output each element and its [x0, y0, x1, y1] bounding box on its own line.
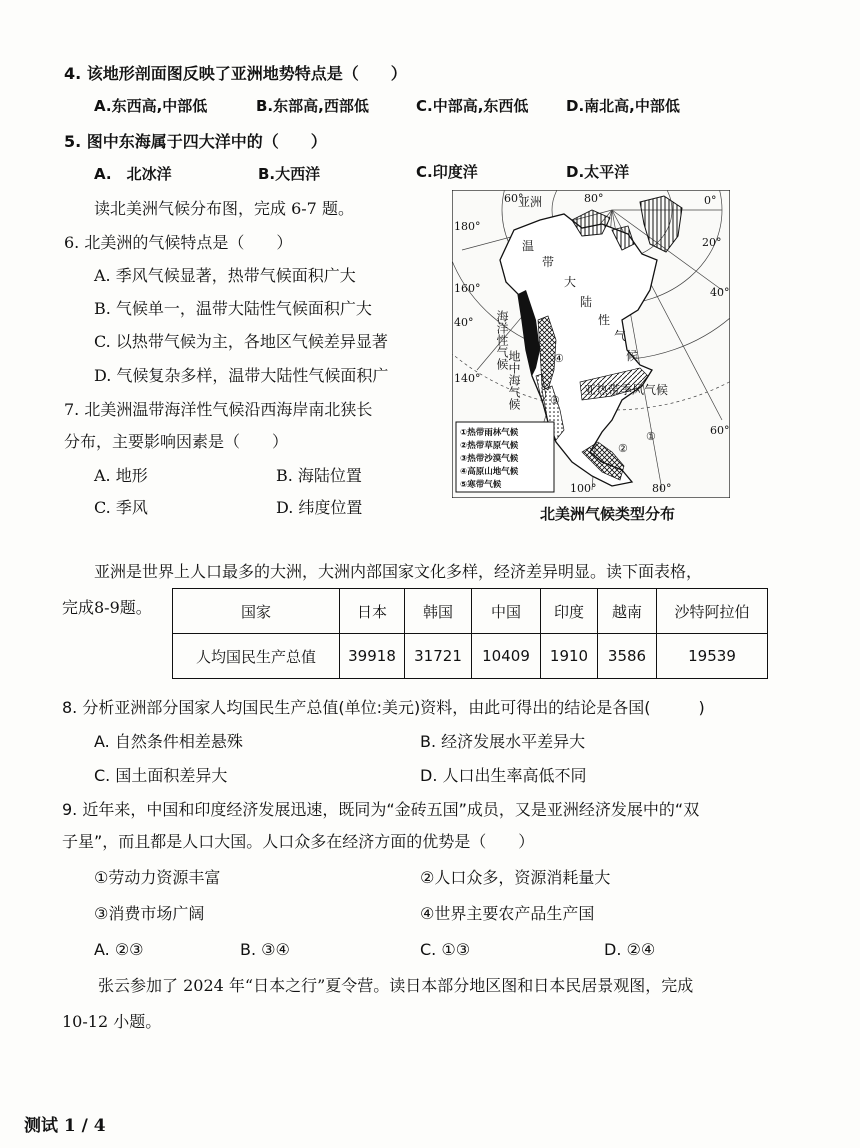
table-header-cell: 印度: [541, 589, 598, 634]
q6-option-a: A. 季风气候显著，热带气候面积广大: [94, 266, 356, 285]
table-cell: 1910: [541, 634, 598, 679]
svg-text:候: 候: [626, 349, 639, 363]
svg-text:80°: 80°: [652, 482, 672, 495]
north-america-climate-map: [452, 190, 730, 498]
intro-10-12-line1: 张云参加了 2024 年“日本之行”夏令营。读日本部分地区图和日本民居景观图，完成: [98, 976, 694, 995]
q8-stem: 8. 分析亚洲部分国家人均国民生产总值(单位:美元)资料，由此可得出的结论是各国( ): [62, 698, 705, 717]
svg-text:80°: 80°: [584, 192, 604, 205]
table-cell: 31721: [405, 634, 472, 679]
q8-option-c: C. 国土面积差异大: [94, 766, 228, 785]
svg-text:大: 大: [564, 275, 577, 289]
legend-item-2: ②热带草原气候: [460, 441, 519, 451]
svg-text:40°: 40°: [454, 316, 474, 329]
svg-text:③: ③: [550, 394, 560, 407]
q7-stem-line2: 分布，主要影响因素是（ ）: [64, 432, 289, 451]
q4-option-b: B.东部高,西部低: [256, 97, 369, 115]
table-header-cell: 日本: [340, 589, 405, 634]
q4-option-a: A.东西高,中部低: [94, 97, 208, 115]
svg-text:亚热带季风气候: 亚热带季风气候: [584, 383, 669, 397]
table-cell: 19539: [657, 634, 768, 679]
q7-option-b: B. 海陆位置: [276, 466, 362, 485]
q4-stem: 4. 该地形剖面图反映了亚洲地势特点是（ ）: [64, 64, 407, 83]
q9-item-4: ④世界主要农产品生产国: [420, 904, 595, 923]
q5-option-b: B.大西洋: [258, 165, 321, 183]
svg-text:160°: 160°: [454, 282, 481, 295]
svg-text:60°: 60°: [710, 424, 730, 437]
table-cell: 3586: [598, 634, 657, 679]
q8-option-a: A. 自然条件相差悬殊: [94, 732, 243, 751]
svg-text:0°: 0°: [704, 194, 717, 207]
q6-stem: 6. 北美洲的气候特点是（ ）: [64, 233, 293, 252]
table-header-cell: 中国: [472, 589, 541, 634]
svg-text:海洋性气候: 海洋性气候: [495, 310, 509, 370]
svg-text:②: ②: [618, 442, 628, 455]
q9-item-1: ①劳动力资源丰富: [94, 868, 221, 887]
svg-text:①: ①: [646, 430, 656, 443]
q6-option-b: B. 气候单一，温带大陆性气候面积广大: [94, 299, 372, 318]
table-cell: 人均国民生产总值: [173, 634, 340, 679]
legend-item-1: ①热带雨林气候: [460, 428, 519, 438]
svg-text:地中海气候: 地中海气候: [507, 350, 521, 410]
q5-stem: 5. 图中东海属于四大洋中的（ ）: [64, 132, 327, 151]
intro-10-12-line2: 10-12 小题。: [62, 1012, 162, 1031]
legend-item-4: ④高原山地气候: [460, 467, 519, 477]
svg-text:60°: 60°: [504, 192, 524, 205]
intro-8-9-line1: 亚洲是世界上人口最多的大洲，大洲内部国家文化多样，经济差异明显。读下面表格，: [94, 562, 703, 581]
intro-6-7-text: 读北美洲气候分布图，完成 6-7 题。: [94, 199, 354, 218]
intro-8-9-line2: 完成8-9题。: [62, 598, 152, 617]
svg-text:④: ④: [554, 352, 564, 365]
q7-stem-line1: 7. 北美洲温带海洋性气候沿西海岸南北狭长: [64, 400, 373, 419]
q6-option-c: C. 以热带气候为主，各地区气候差异显著: [94, 332, 388, 351]
q5-option-c: C.印度洋: [416, 163, 478, 181]
table-header-cell: 沙特阿拉伯: [657, 589, 768, 634]
q7-option-c: C. 季风: [94, 498, 148, 517]
legend-item-3: ③热带沙漠气候: [460, 454, 519, 464]
table-row: [173, 634, 768, 679]
svg-text:性: 性: [598, 313, 611, 327]
q9-option-c: C. ①③: [420, 940, 471, 959]
q8-option-d: D. 人口出生率高低不同: [420, 766, 587, 785]
svg-text:140°: 140°: [454, 372, 481, 385]
map-caption: 北美洲气候类型分布: [540, 505, 676, 523]
svg-text:温: 温: [522, 239, 535, 253]
svg-text:亚洲: 亚洲: [518, 195, 543, 209]
svg-text:气: 气: [614, 329, 627, 343]
table-header-row: [173, 589, 768, 634]
table-header-cell: 越南: [598, 589, 657, 634]
svg-text:100°: 100°: [570, 482, 597, 495]
q7-option-d: D. 纬度位置: [276, 498, 363, 517]
q9-item-3: ③消费市场广阔: [94, 904, 205, 923]
svg-text:40°: 40°: [710, 286, 730, 299]
q9-option-d: D. ②④: [604, 940, 656, 959]
q9-item-2: ②人口众多，资源消耗量大: [420, 868, 611, 887]
page-footer: 测试 1 / 4: [24, 1116, 106, 1136]
q9-option-a: A. ②③: [94, 940, 144, 959]
q9-stem-line1: 9. 近年来，中国和印度经济发展迅速，既同为“金砖五国”成员，又是亚洲经济发展中的“双: [62, 800, 700, 819]
q5-option-d: D.太平洋: [566, 163, 630, 181]
table-header-cell: 国家: [173, 589, 340, 634]
q7-option-a: A. 地形: [94, 466, 148, 485]
table-cell: 39918: [340, 634, 405, 679]
q4-option-d: D.南北高,中部低: [566, 97, 680, 115]
svg-text:带: 带: [542, 255, 555, 269]
q5-option-a: A. 北冰洋: [94, 165, 172, 183]
table-header-cell: 韩国: [405, 589, 472, 634]
table-cell: 10409: [472, 634, 541, 679]
q9-option-b: B. ③④: [240, 940, 290, 959]
legend-item-5: ⑤寒带气候: [460, 480, 502, 490]
q6-option-d: D. 气候复杂多样，温带大陆性气候面积广: [94, 366, 389, 385]
gnp-table: [172, 588, 768, 679]
svg-text:20°: 20°: [702, 236, 722, 249]
svg-text:陆: 陆: [580, 295, 593, 309]
q8-option-b: B. 经济发展水平差异大: [420, 732, 586, 751]
q4-option-c: C.中部高,东西低: [416, 97, 529, 115]
q9-stem-line2: 子星”，而且都是人口大国。人口众多在经济方面的优势是（ ）: [62, 832, 535, 851]
svg-text:180°: 180°: [454, 220, 481, 233]
